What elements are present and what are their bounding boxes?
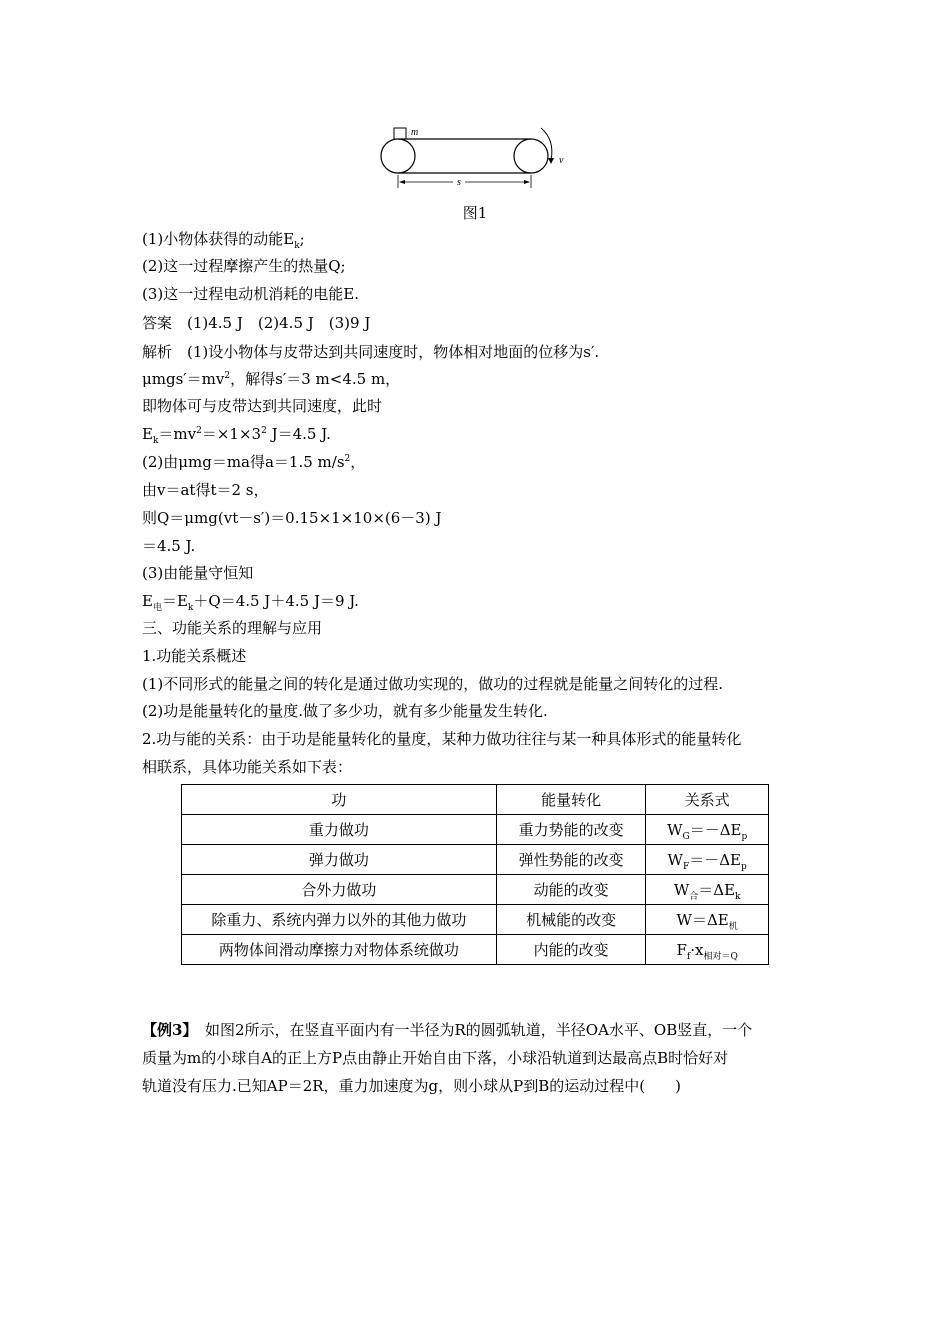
subheading-2-line1: 2.功与能的关系：由于功是能量转化的量度，某种力做功往往与某一种具体形式的能量转化 [142, 730, 742, 748]
subheading-1: 1.功能关系概述 [142, 647, 247, 665]
table-cell: 机械能的改变 [496, 905, 645, 935]
subheading-2-line2: 相联系，具体功能关系如下表： [142, 758, 353, 776]
analysis-line-5: 由v＝at得t＝2 s， [142, 481, 269, 499]
table-cell: 重力做功 [182, 815, 497, 845]
analysis-line-8: (3)由能量守恒知 [142, 564, 254, 582]
table-row [182, 875, 769, 905]
table-row [182, 815, 769, 845]
left-wheel [381, 139, 415, 173]
analysis-line-1: $\mu mgs'=mv^2$，解得s′＝3 m<4.5 m， [142, 370, 401, 388]
table-row [182, 845, 769, 875]
conveyor-belt-figure [375, 118, 575, 198]
label-s: s [457, 177, 461, 188]
block-m [394, 128, 406, 139]
header-work: 功 [182, 785, 497, 815]
section-heading: 三、功能关系的理解与应用 [142, 619, 323, 637]
analysis-line-4: (2)由μmg＝ma得a＝1.5 $m/s^2$， [142, 453, 366, 471]
table-cell: $W_合=\Delta E_k$ [646, 875, 769, 905]
table-row [182, 905, 769, 935]
answer-line: 答案 (1)4.5 J (2)4.5 J (3)9 J [142, 314, 371, 332]
right-wheel [514, 139, 548, 173]
velocity-arrowhead [548, 158, 554, 164]
example-3-line3: 轨道没有压力.已知AP＝2R，重力加速度为g，则小球从P到B的运动过程中( ) [142, 1077, 681, 1095]
label-v: v [559, 155, 564, 166]
table-cell: 弹性势能的改变 [496, 845, 645, 875]
table-cell: $W=\Delta E_机$ [646, 905, 769, 935]
example-3-line1: 【例3】 如图2所示，在竖直平面内有一半径为R的圆弧轨道，半径OA水平、OB竖直，一个 [142, 1021, 753, 1039]
analysis-line-9: $E_电=E_k+Q=4.5$ J＋4.5 J＝9 J. [142, 592, 359, 613]
analysis-line-7: ＝4.5 J. [142, 537, 196, 555]
paragraph-2: (2)功是能量转化的量度.做了多少功，就有多少能量发生转化. [142, 702, 548, 720]
question-1: (1)小物体获得的动能$E_k$; [142, 230, 305, 251]
paragraph-1: (1)不同形式的能量之间的转化是通过做功实现的，做功的过程就是能量之间转化的过程. [142, 675, 724, 693]
question-3: (3)这一过程电动机消耗的电能E. [142, 285, 359, 303]
header-relation: 关系式 [646, 785, 769, 815]
analysis-line-3: $E_k=mv^2=\times 1\times 3^2$ J＝4.5 J. [142, 425, 331, 446]
table-cell: $W_F=-\Delta E_p$ [646, 845, 769, 875]
analysis-line-2: 即物体可与皮带达到共同速度，此时 [142, 397, 383, 415]
table-row [182, 935, 769, 965]
table-cell: 动能的改变 [496, 875, 645, 905]
figure-caption: 图1 [462, 204, 488, 222]
table-cell: 除重力、系统内弹力以外的其他力做功 [182, 905, 497, 935]
table-cell: 内能的改变 [496, 935, 645, 965]
table-cell: 重力势能的改变 [496, 815, 645, 845]
example-3-line2: 质量为m的小球自A的正上方P点由静止开始自由下落，小球沿轨道到达最高点B时恰好对 [142, 1049, 729, 1067]
table-cell: 两物体间滑动摩擦力对物体系统做功 [182, 935, 497, 965]
table-cell: 合外力做功 [182, 875, 497, 905]
table-cell: $F_f\cdot x_{相对=Q}$ [646, 935, 769, 965]
label-m: m [411, 127, 419, 138]
example-tag: 【例3】 [142, 1021, 190, 1039]
analysis-head: 解析 (1)设小物体与皮带达到共同速度时，物体相对地面的位移为s′. [142, 343, 600, 361]
header-energy: 能量转化 [496, 785, 645, 815]
question-2: (2)这一过程摩擦产生的热量Q; [142, 257, 346, 275]
table-cell: 弹力做功 [182, 845, 497, 875]
work-energy-table [181, 784, 769, 965]
analysis-line-6: 则Q＝μmg(vt－s′)＝0.15×1×10×(6－3) J [142, 509, 442, 527]
table-header-row [182, 785, 769, 815]
table-cell: $W_G=-\Delta E_p$ [646, 815, 769, 845]
